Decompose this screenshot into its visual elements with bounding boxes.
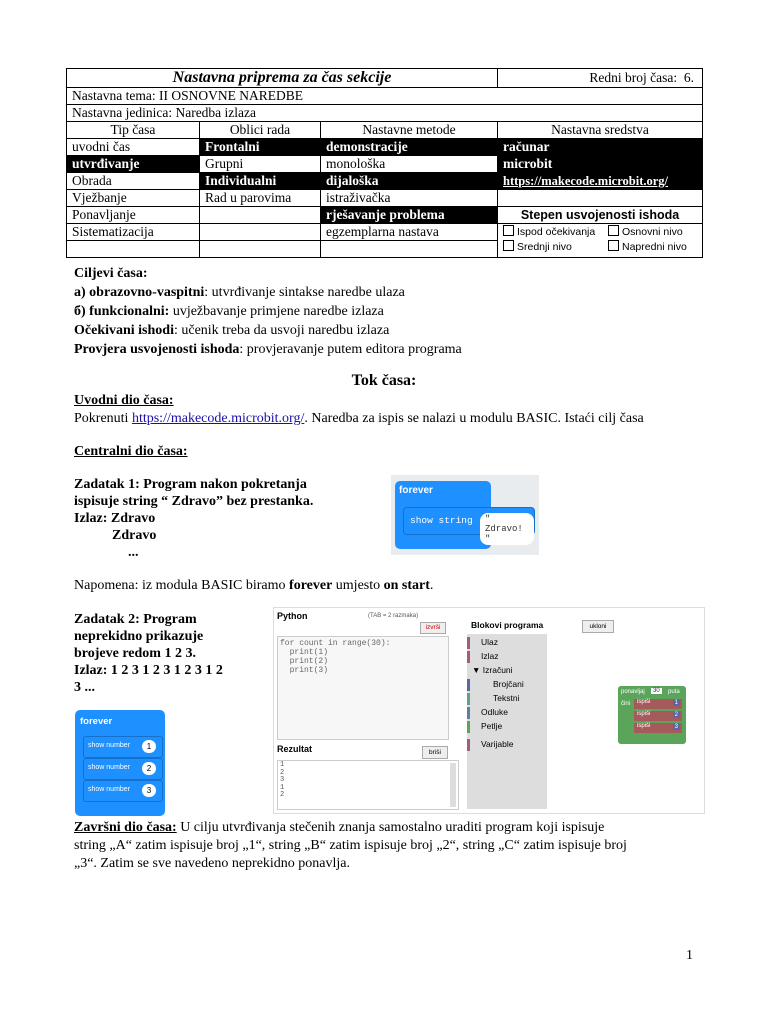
block-menu	[467, 634, 547, 809]
checkbox[interactable]	[503, 240, 514, 251]
clear-button[interactable]: briši	[422, 746, 448, 759]
cell: Frontalni	[200, 139, 321, 156]
uvodni-heading: Uvodni dio časa:	[74, 393, 174, 408]
stepen-heading: Stepen usvojenosti ishoda	[498, 207, 703, 224]
redni-broj: Redni broj časa: 6.	[498, 69, 703, 88]
cell: računar	[498, 139, 703, 156]
header-tip: Tip časa	[67, 122, 200, 139]
tab-hint: (TAB = 2 razmaka)	[368, 613, 419, 619]
forever-label: forever	[399, 485, 433, 496]
cell: dijaloška	[321, 173, 498, 190]
zadatak2-line4: Izlaz: 1 2 3 1 2 3 1 2 3 1 2	[74, 663, 223, 678]
menu-item-izlaz[interactable]: Izlaz	[481, 651, 499, 661]
cell	[200, 224, 321, 241]
menu-item-brojcani[interactable]: Brojčani	[493, 679, 524, 689]
tok-heading: Tok časa:	[351, 372, 417, 389]
checkbox[interactable]	[503, 225, 514, 236]
cell: monološka	[321, 156, 498, 173]
cell: Grupni	[200, 156, 321, 173]
output-line: 2	[280, 768, 285, 777]
zadatak2-line5: 3 ...	[74, 680, 95, 695]
cell: Rad u parovima	[200, 190, 321, 207]
checkbox[interactable]	[608, 225, 619, 236]
cell: Obrada	[67, 173, 200, 190]
print-block: ispiši 1	[634, 699, 682, 709]
code-line: print(2)	[280, 657, 329, 666]
header-metode: Nastavne metode	[321, 122, 498, 139]
makecode-link[interactable]: https://makecode.microbit.org/	[131, 411, 305, 426]
remove-button[interactable]: ukloni	[582, 620, 614, 633]
forever-numbers-block	[75, 710, 165, 816]
table-title: Nastavna priprema za čas sekcije	[67, 69, 498, 88]
code-line: print(3)	[280, 666, 329, 675]
cini-label: čini	[621, 701, 631, 707]
menu-item-tekstni[interactable]: Tekstni	[493, 693, 520, 703]
string-value: " Zdravo! "	[480, 513, 534, 545]
header-oblici: Oblici rada	[200, 122, 321, 139]
header-sredstva: Nastavna sredstva	[498, 122, 703, 139]
zadatak1-line2: ispisuje string “ Zdravo” bez prestanka.	[74, 494, 314, 509]
menu-item-ulaz[interactable]: Ulaz	[481, 637, 499, 647]
cell: uvodni čas	[67, 139, 200, 156]
cell: egzemplarna nastava	[321, 224, 498, 241]
show-number-label: show number	[88, 764, 131, 771]
output-line: 1	[280, 783, 285, 792]
ciljevi-heading: Ciljevi časa:	[74, 266, 148, 281]
number-value: 1	[142, 740, 156, 753]
zadatak2-line1: Zadatak 2: Program	[74, 612, 197, 627]
forever-block-image	[391, 475, 539, 555]
ishodi-checkboxes: Ispod očekivanja Osnovni nivo Srednji nivo Napredni nivo	[498, 224, 703, 258]
output-area	[277, 760, 459, 810]
cell	[321, 241, 498, 258]
number-value: 2	[142, 762, 156, 775]
rezultat-title: Rezultat	[277, 744, 313, 754]
checkbox[interactable]	[608, 240, 619, 251]
cell	[200, 241, 321, 258]
zadatak2-line3: brojeve redom 1 2 3.	[74, 646, 196, 661]
forever-label: forever	[80, 716, 113, 727]
cell	[67, 241, 200, 258]
uvodni-text: Pokrenuti https://makecode.microbit.org/. Naredba za ispis se nalazi u modulu BASIC. Istaći cilj časa	[74, 411, 644, 426]
output-line: 2	[280, 791, 285, 799]
python-title: Python	[277, 611, 308, 621]
menu-item-varijable[interactable]: Varijable	[481, 739, 514, 749]
zadatak1-line3: Izlaz: Zdravo	[74, 511, 156, 526]
cell: Individualni	[200, 173, 321, 190]
zavrsni-line3: „3“. Zatim se sve navedeno neprekidno ponavlja.	[74, 856, 351, 871]
zadatak2-line2: neprekidno prikazuje	[74, 629, 204, 644]
print-block: ispiši 3	[634, 723, 682, 733]
nastavna-jedinica: Nastavna jedinica: Naredba izlaza	[67, 105, 703, 122]
show-number-block	[83, 758, 163, 780]
cilj-b: б) funkcionalni: uvježbavanje primjene naredbe izlaza	[74, 304, 384, 319]
show-string-label: show string	[410, 515, 473, 526]
cell: Vježbanje	[67, 190, 200, 207]
code-editor[interactable]	[277, 636, 449, 740]
menu-item-odluke[interactable]: Odluke	[481, 707, 508, 717]
cell: istraživačka	[321, 190, 498, 207]
cell	[498, 190, 703, 207]
menu-item-izracuni[interactable]: ▼ Izračuni	[472, 665, 513, 675]
zadatak1-line5: ...	[128, 545, 139, 560]
scrollbar[interactable]	[450, 763, 456, 807]
napomena: Napomena: iz modula BASIC biramo forever umjesto on start.	[74, 578, 434, 593]
cell: Sistematizacija	[67, 224, 200, 241]
zadatak1-line4: Zdravo	[112, 528, 157, 543]
puta-label: puta	[668, 689, 680, 695]
provjera: Provjera usvojenosti ishoda: provjeravanje putem editora programa	[74, 342, 462, 357]
show-string-block	[403, 507, 535, 544]
makecode-link[interactable]: https://makecode.microbit.org/	[498, 173, 703, 190]
python-ide	[273, 607, 705, 814]
zadatak1-line1: Zadatak 1: Program nakon pokretanja	[74, 477, 307, 492]
output-line: 1	[280, 761, 285, 769]
lesson-table	[66, 68, 703, 258]
zavrsni-line2: string „A“ zatim ispisuje broj „1“, string „B“ zatim ispisuje broj „2“, string „C“ zatim ispisuje broj	[74, 838, 627, 853]
repeat-label: ponavljaj	[621, 689, 645, 695]
cell: demonstracije	[321, 139, 498, 156]
cell: microbit	[498, 156, 703, 173]
print-block: ispiši 2	[634, 711, 682, 721]
page-number: 1	[686, 948, 693, 963]
ocekivani-ishodi: Očekivani ishodi: učenik treba da usvoji naredbu izlaza	[74, 323, 390, 338]
show-number-label: show number	[88, 786, 131, 793]
blokovi-title: Blokovi programa	[471, 620, 544, 630]
repeat-count: 30	[653, 688, 660, 694]
run-button[interactable]: izvrši	[420, 622, 446, 634]
number-value: 3	[142, 784, 156, 797]
zavrsni-line1: Završni dio časa: U cilju utvrđivanja stečenih znanja samostalno uraditi program koji ispisuje	[74, 820, 605, 835]
cell	[200, 207, 321, 224]
centralni-heading: Centralni dio časa:	[74, 444, 188, 459]
nastavna-tema: Nastavna tema: II OSNOVNE NAREDBE	[67, 88, 703, 105]
show-number-block	[83, 736, 163, 758]
show-number-label: show number	[88, 742, 131, 749]
menu-item-petlje[interactable]: Petlje	[481, 721, 503, 731]
show-number-block	[83, 780, 163, 802]
code-line: print(1)	[280, 648, 329, 657]
cell: Ponavljanje	[67, 207, 200, 224]
output-line: 3	[280, 776, 285, 784]
cell: rješavanje problema	[321, 207, 498, 224]
repeat-block	[618, 686, 686, 744]
cilj-a: a) obrazovno-vaspitni: utvrđivanje sintakse naredbe ulaza	[74, 285, 405, 300]
code-line: for count in range(30):	[280, 639, 391, 648]
cell: utvrđivanje	[67, 156, 200, 173]
